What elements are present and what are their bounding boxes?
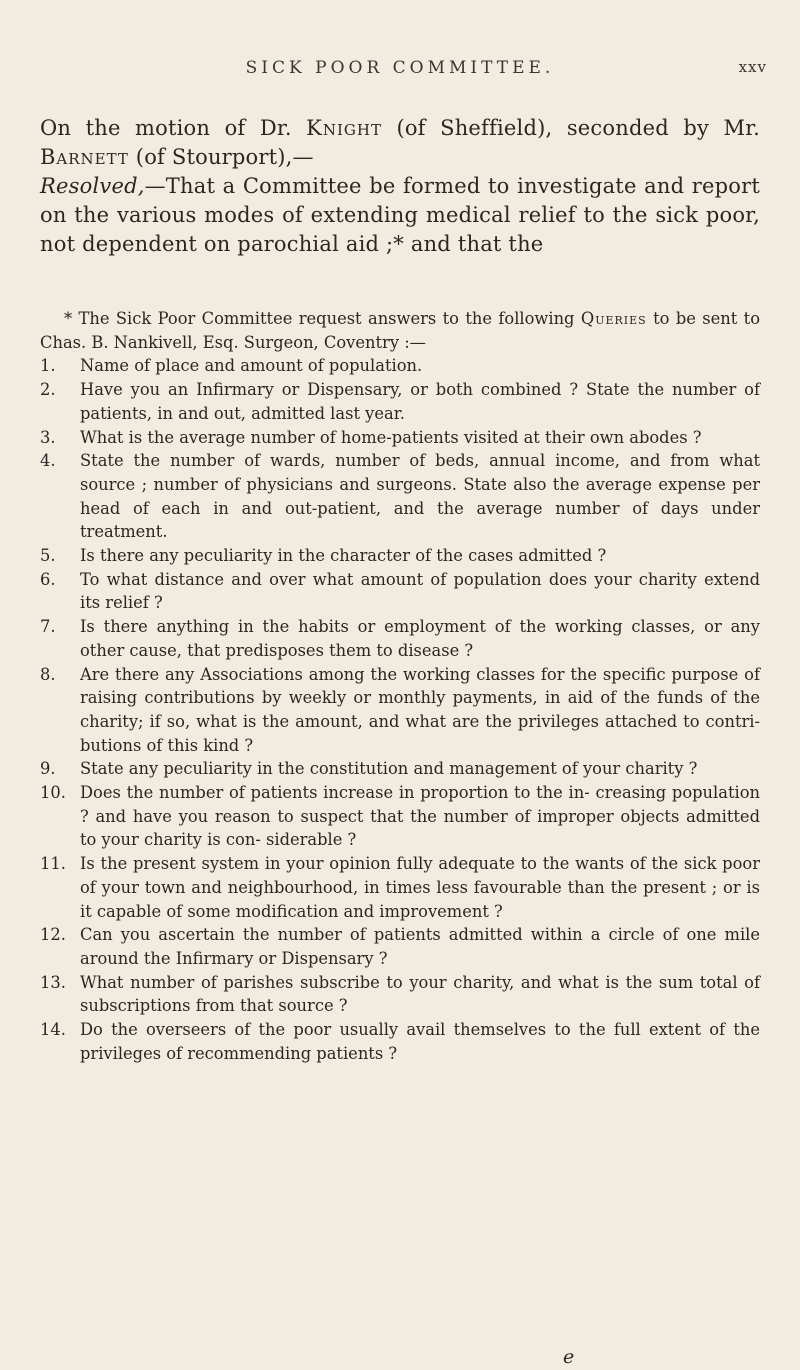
query-item (40, 757, 760, 781)
footnote-intro-2: to be sent to Chas. B. Nankivell, Esq. Surgeon, Coventry :— (40, 309, 761, 352)
footnote (40, 307, 760, 1066)
motion-text-1: On the motion of Dr. (40, 116, 307, 140)
query-number: 6. (40, 569, 56, 589)
query-item (40, 378, 760, 425)
running-head (0, 58, 800, 82)
query-number: 2. (40, 380, 56, 400)
resolved-label: Resolved, (40, 174, 145, 198)
name-barnett: Barnett (40, 145, 129, 169)
query-item (40, 544, 760, 568)
query-text: What is the average number of home-patients visited at their own abodes ? (80, 427, 702, 447)
query-item (40, 923, 760, 970)
query-number: 9. (40, 759, 56, 779)
resolved-text: —That a Committee be formed to investigate and report on the various modes of extending medical relief to the sick poor, not dependent on parochial aid ;* and that the (40, 174, 760, 256)
motion-text-3: (of Stourport),— (128, 145, 314, 169)
query-item (40, 426, 760, 450)
query-text: State the number of wards, number of beds, annual income, and from what source ; number of physicians and surgeons. State also the average expense per head of each in and out-patient, and the average number of days under treatment. (80, 451, 760, 542)
query-number: 13. (40, 972, 66, 992)
query-number: 11. (40, 854, 66, 874)
page-number: xxv (738, 58, 767, 76)
running-title: SICK POOR COMMITTEE. (245, 58, 555, 78)
query-item (40, 852, 760, 923)
query-text: To what distance and over what amount of population does your charity extend its relief ? (80, 569, 760, 613)
query-number: 3. (40, 427, 56, 447)
query-text: Can you ascertain the number of patients admitted within a circle of one mile around the Infirmary or Dispensary ? (80, 925, 760, 968)
motion-paragraph (40, 114, 760, 172)
main-text (40, 114, 760, 259)
query-item (40, 568, 760, 615)
query-text: Is there anything in the habits or employment of the working classes, or any other cause, that predisposes them to disease ? (80, 617, 760, 660)
query-text: Does the number of patients increase in proportion to the in- creasing population ? and have you reason to suspect that the number of improper objects admitted to your charity is con- siderable ? (80, 783, 760, 850)
query-item (40, 1018, 760, 1065)
query-item (40, 615, 760, 662)
query-text: Do the overseers of the poor usually avail themselves to the full extent of the privileges of recommending patients ? (80, 1020, 760, 1063)
query-text: Is the present system in your opinion fully adequate to the wants of the sick poor of your town and neighbourhood, in times less favourable than the present ; or is it capable of some modification and improvement ? (80, 854, 760, 921)
query-number: 14. (40, 1020, 66, 1040)
query-text: Is there any peculiarity in the character of the cases admitted ? (80, 546, 607, 566)
motion-text-2: (of Sheffield), seconded by Mr. (381, 116, 761, 140)
queries-list (40, 354, 760, 1065)
query-number: 12. (40, 925, 66, 945)
query-text: What number of parishes subscribe to your charity, and what is the sum total of subscriptions from that source ? (80, 972, 760, 1016)
queries-word: Queries (580, 309, 647, 328)
query-text: State any peculiarity in the constitution and management of your charity ? (80, 759, 698, 779)
query-number: 4. (40, 451, 56, 471)
query-item (40, 663, 760, 758)
query-number: 1. (40, 356, 56, 376)
query-text: Have you an Infirmary or Dispensary, or both combined ? State the number of patients, in and out, admitted last year. (80, 380, 760, 423)
signature-mark: e (563, 1346, 575, 1368)
resolution-paragraph (40, 172, 760, 259)
query-number: 7. (40, 617, 56, 637)
name-knight: Knight (306, 116, 382, 140)
query-text: Name of place and amount of population. (80, 356, 423, 376)
query-number: 5. (40, 546, 56, 566)
query-item (40, 781, 760, 852)
footnote-intro-1: * The Sick Poor Committee request answers to the following (64, 309, 581, 328)
query-item (40, 971, 760, 1018)
query-text: Are there any Associations among the working classes for the specific purpose of raising contributions by weekly or monthly payments, in aid of the funds of the charity; if so, what is the amount, and what are the privileges attached to contri- butions of this kind ? (80, 664, 760, 755)
query-item (40, 449, 760, 544)
footnote-intro (40, 307, 760, 354)
query-item (40, 354, 760, 378)
query-number: 8. (40, 664, 56, 684)
query-number: 10. (40, 783, 66, 803)
